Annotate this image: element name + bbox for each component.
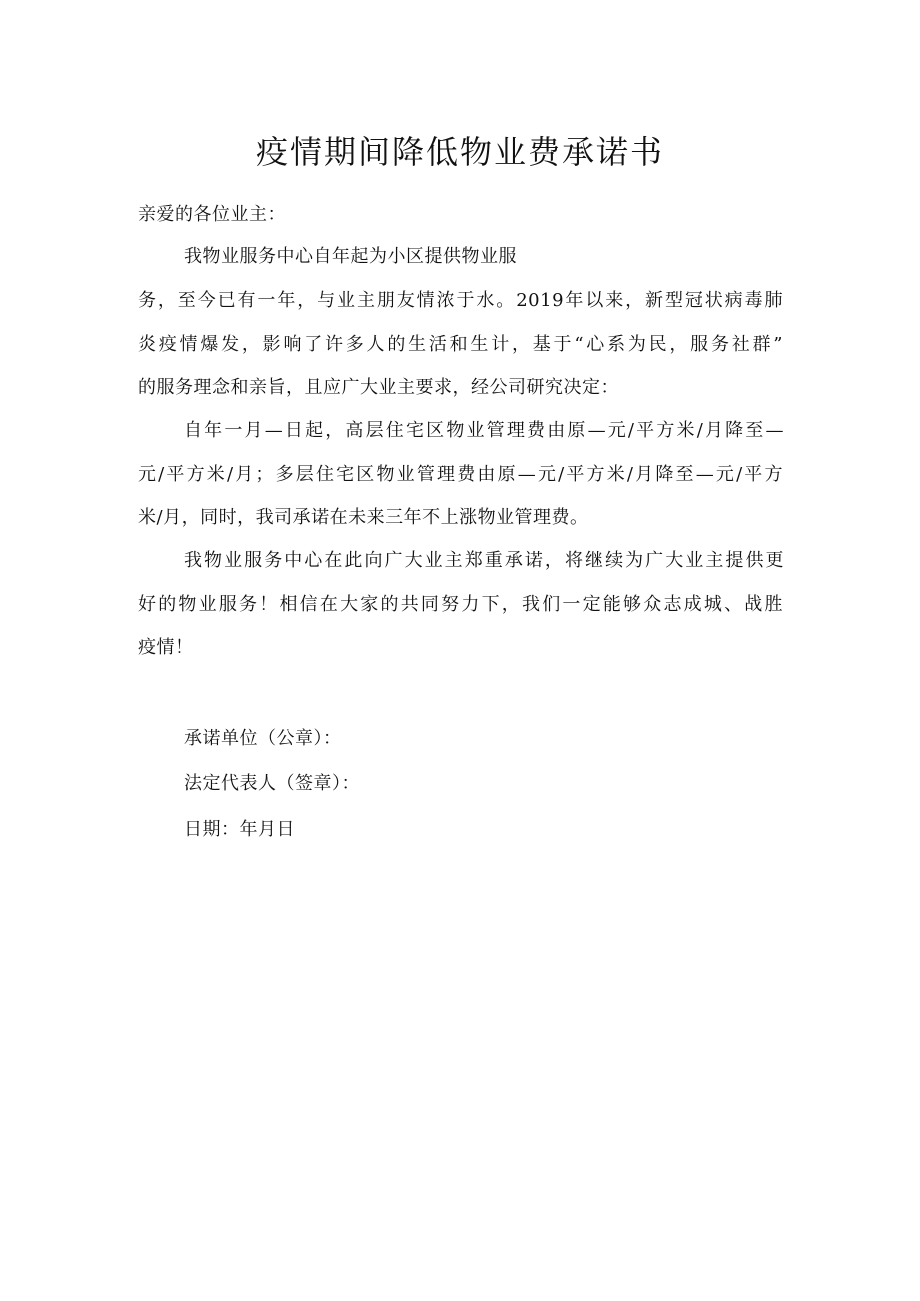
para2-line-1: 自年一月—日起，高层住宅区物业管理费由原—元/平方米/月降至— [184, 420, 784, 441]
para3-line-3: 疫情！ [138, 637, 194, 658]
salutation: 亲爱的各位业主： [138, 204, 286, 225]
para2-line-3: 米/月，同时，我司承诺在未来三年不上涨物业管理费。 [138, 507, 589, 528]
para1-line-4: 的服务理念和亲旨，且应广大业主要求，经公司研究决定： [138, 377, 619, 398]
para1-line-2: 务，至今已有一年，与业主朋友情浓于水。2019年以来，新型冠状病毒肺 [138, 290, 783, 311]
signature-representative: 法定代表人（签章）： [184, 773, 360, 794]
signature-unit: 承诺单位（公章）： [184, 728, 342, 749]
document-title: 疫情期间降低物业费承诺书 [255, 133, 664, 171]
para3-line-1: 我物业服务中心在此向广大业主郑重承诺，将继续为广大业主提供更 [184, 550, 784, 571]
para3-line-2: 好的物业服务！相信在大家的共同努力下，我们一定能够众志成城、战胜 [138, 594, 783, 615]
para2-line-2: 元/平方米/月；多层住宅区物业管理费由原—元/平方米/月降至—元/平方 [138, 464, 783, 485]
para1-line-3: 炎疫情爆发，影响了许多人的生活和生计，基于“心系为民，服务社群” [138, 334, 783, 355]
para1-line-1: 我物业服务中心自年起为小区提供物业服 [184, 246, 517, 267]
signature-date: 日期：年月日 [184, 819, 295, 840]
